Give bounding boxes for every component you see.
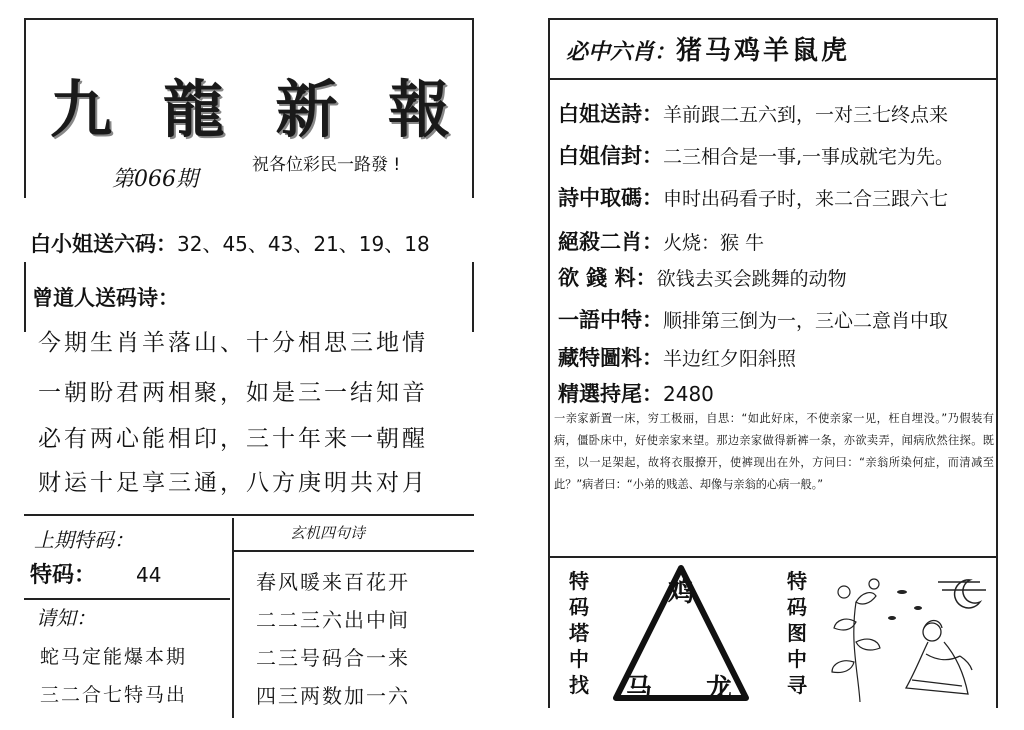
- poem-line-4: 财运十足享三通，八方庚明共对月: [38, 470, 428, 496]
- info-row-2-label: 白姐信封：: [558, 144, 663, 168]
- masthead-char-3: 新: [275, 73, 338, 146]
- left-divider-bottom: [24, 514, 474, 516]
- poem-line-3: 必有两心能相印，三十年来一朝醒: [38, 426, 428, 452]
- info-row-7-value: 半边红夕阳斜照: [663, 348, 797, 370]
- info-row-5: [558, 262, 847, 292]
- left-frame-top: [24, 18, 474, 20]
- info-row-7-label: 藏特圖料：: [558, 346, 663, 370]
- info-row-4-label: 絕殺二肖：: [558, 230, 663, 254]
- last-special-label: 上期特码：: [34, 528, 134, 552]
- left-divider-notice: [24, 598, 230, 600]
- info-row-5-label: 欲 錢 料：: [558, 266, 657, 290]
- masthead-char-1: 九: [50, 73, 113, 146]
- info-row-6: [558, 304, 948, 334]
- moon-icon: [938, 580, 986, 608]
- info-row-8-value: 2480: [663, 382, 714, 406]
- masthead-char-4: 報: [387, 73, 450, 146]
- info-row-8-label: 精選持尾：: [558, 382, 663, 406]
- right-frame-right: [996, 18, 998, 708]
- info-row-8: [558, 378, 714, 408]
- left-frame-right-lower: [472, 262, 474, 332]
- info-row-1-label: 白姐送詩：: [558, 102, 663, 126]
- info-row-1: [558, 98, 948, 128]
- right-zodiac-divider: [548, 78, 998, 80]
- masthead-char-2: 龍: [162, 73, 225, 146]
- story-paragraph: 一亲家新置一床，穷工极丽，自思：“如此好床，不使亲家一见，枉自埋没。”乃假装有病，僵卧床中，好使亲家来望。那边亲家做得新裤一条，亦欲卖弄，闻病欣然往探。既至，以一足架起，故将衣服撩开，使裤现出在外，方问曰：“亲翁所染何症，而清减至此？”病者曰：“小弟的贱恙、却像与亲翁的心病一般。”: [554, 412, 994, 491]
- issue-label: 第066期: [112, 167, 198, 192]
- info-row-5-value: 欲钱去买会跳舞的动物: [656, 268, 847, 290]
- six-codes-values: 32、45、43、21、19、18: [177, 232, 430, 256]
- picture-label: 特码图中寻: [787, 569, 807, 697]
- six-codes-row: [30, 228, 430, 258]
- info-row-2-value: 二三相合是一事,一事成就宅为先。: [663, 146, 955, 168]
- info-row-3-label: 詩中取碼：: [558, 186, 663, 210]
- six-zodiac-label: 必中六肖：: [566, 39, 677, 65]
- info-row-1-value: 羊前跟二五六到，一对三七终点来: [663, 104, 949, 126]
- triangle-top-char: 鸡: [668, 578, 695, 608]
- info-row-7: [558, 342, 796, 372]
- left-divider-codes: [24, 262, 26, 332]
- six-zodiac-value: 猪马鸡羊鼠虎: [676, 36, 851, 66]
- riddle-title: 玄机四句诗: [290, 524, 366, 542]
- six-codes-label: 白小姐送六码：: [30, 232, 177, 256]
- riddle-line-1: 春风暖来百花开: [256, 570, 410, 594]
- tower-label: 特码塔中找: [569, 569, 589, 697]
- riddle-line-4: 四三两数加一六: [256, 684, 410, 708]
- info-row-6-label: 一語中特：: [558, 308, 663, 332]
- left-divider-riddle: [234, 550, 474, 552]
- notice-label: 请知：: [36, 606, 96, 630]
- six-zodiac-row: [566, 30, 850, 67]
- right-frame-left: [548, 18, 550, 708]
- right-bottom-divider: [548, 556, 998, 558]
- insect-icon: [888, 590, 922, 620]
- poem-line-1: 今期生肖羊落山、十分相思三地情: [38, 330, 428, 356]
- triangle-right-char: 龙: [706, 674, 733, 704]
- notice-line-1: 蛇马定能爆本期: [40, 646, 188, 668]
- right-frame-top: [548, 18, 998, 20]
- riddle-line-2: 二二三六出中间: [256, 608, 410, 632]
- plant-icon: [832, 579, 880, 702]
- left-frame-right: [472, 18, 474, 198]
- riddle-line-3: 二三号码合一来: [256, 646, 410, 670]
- woman-figure-icon: [906, 621, 972, 695]
- left-divider-vertical: [232, 518, 234, 718]
- info-row-3: [558, 182, 948, 212]
- poem-title: 曾道人送码诗：: [32, 286, 179, 310]
- poem-line-2: 一朝盼君两相聚，如是三一结知音: [38, 380, 428, 406]
- info-row-2: [558, 140, 954, 170]
- info-row-3-value: 申时出码看子时，来二合三跟六七: [663, 188, 949, 210]
- greeting-text: 祝各位彩民一路發 !: [252, 155, 401, 175]
- special-code-value: 44: [136, 563, 162, 587]
- info-row-4: [558, 226, 764, 256]
- notice-line-2: 三二合七特马出: [40, 684, 188, 706]
- info-row-6-value: 顺排第三倒为一，三心二意肖中取: [663, 310, 949, 332]
- masthead-title: [50, 60, 450, 146]
- info-row-4-value: 火烧：猴 牛: [663, 232, 765, 254]
- left-frame-left: [24, 18, 26, 198]
- special-code-label: 特码：: [30, 563, 97, 588]
- last-special-row: [30, 558, 161, 589]
- puzzle-illustration: [820, 562, 992, 707]
- triangle-left-char: 马: [626, 674, 653, 704]
